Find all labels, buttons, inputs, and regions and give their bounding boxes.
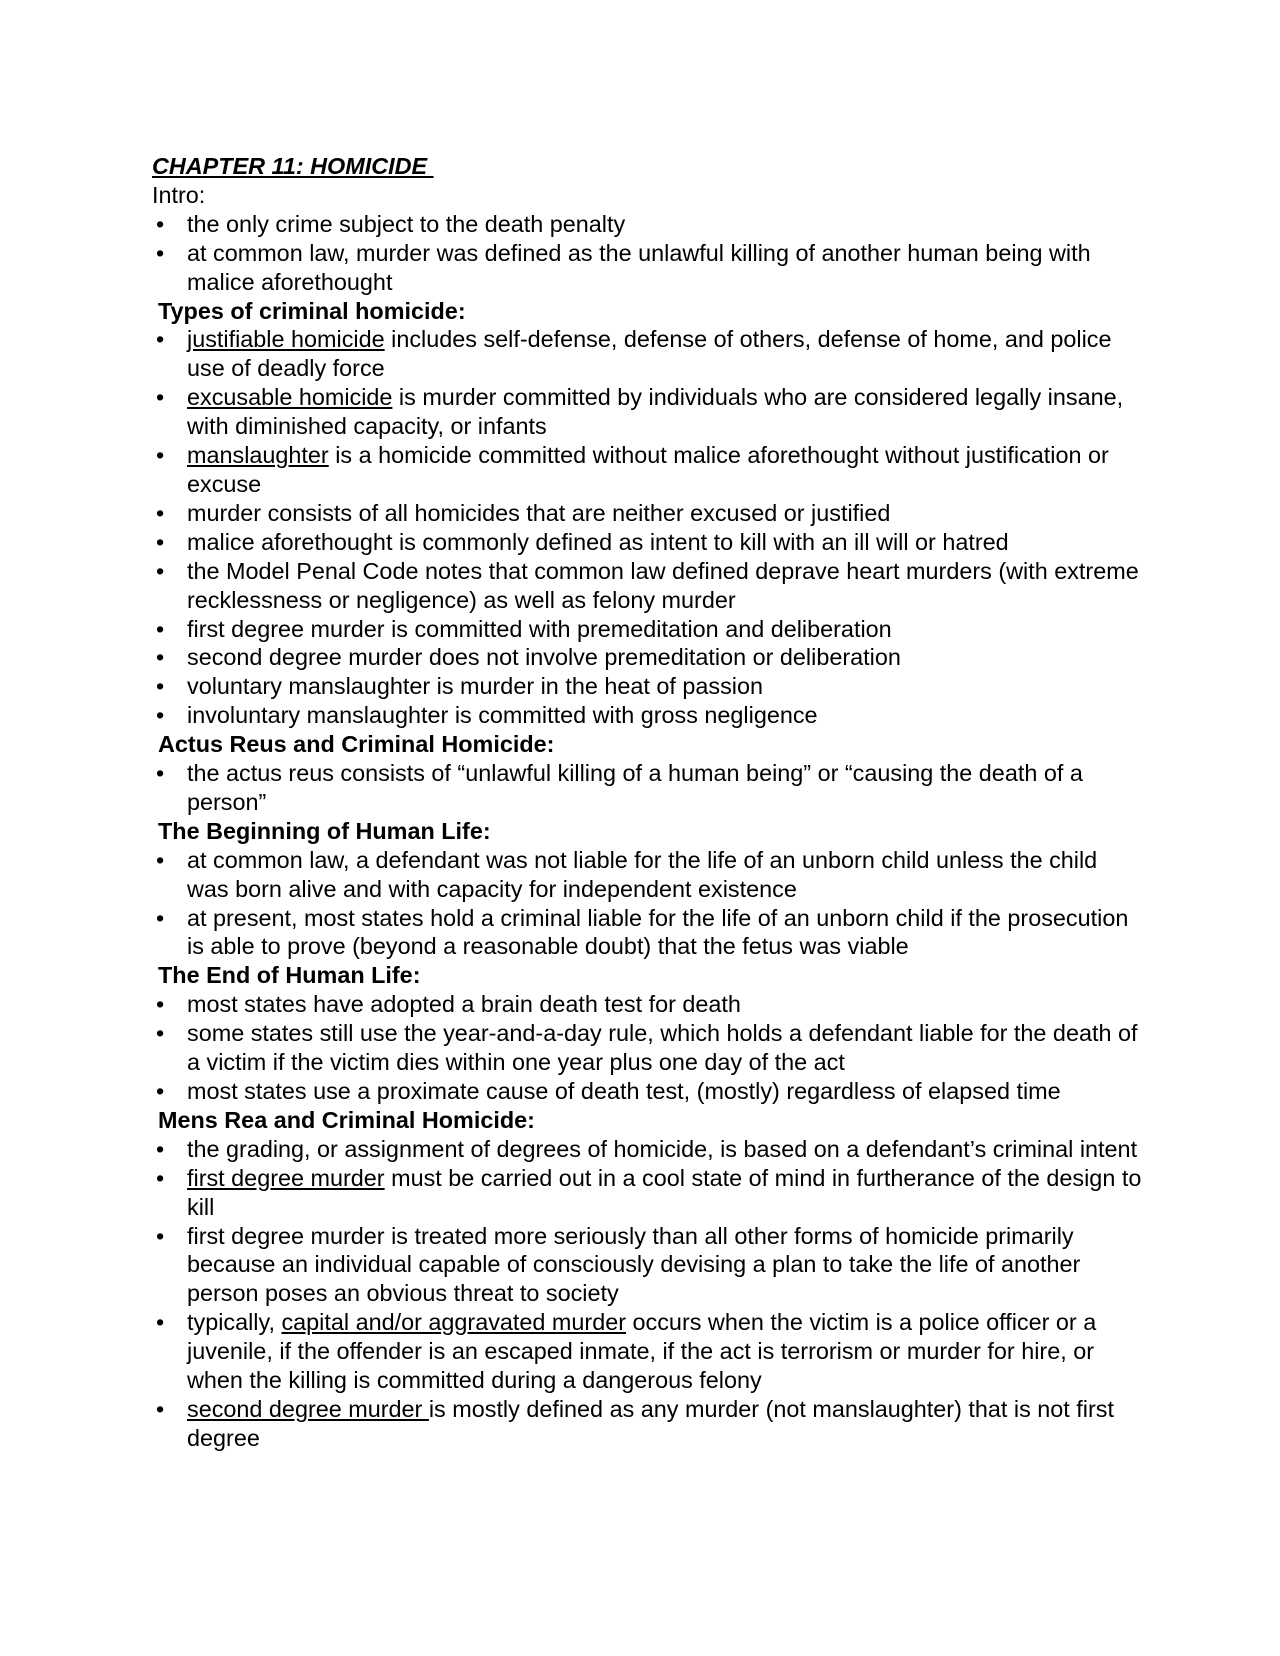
item-text: occurs when the victim is a police officer or a juvenile, if the offender is an escaped inmate, if the act is terrorism or murder for hire, or when the killing is committed during a dangerous felony — [187, 1309, 1097, 1394]
section-intro — [152, 210, 1142, 297]
bullet-list — [152, 846, 1142, 962]
item-text: the Model Penal Code notes that common law defined deprave heart murders (with extreme recklessness or negligence) as well as felony murder — [187, 557, 1139, 613]
section-heading: Types of criminal homicide: — [158, 297, 466, 324]
item-text: at present, most states hold a criminal liable for the life of an unborn child if the prosecution is able to prove (beyond a reasonable doubt) that the fetus was viable — [187, 904, 1129, 960]
list-item — [152, 643, 1142, 672]
section-end-of-life — [152, 961, 1142, 1106]
item-text: first degree murder is treated more seriously than all other forms of homicide primarily because an individual capable of consciously devising a plan to take the life of another person poses an obvious threat to society — [187, 1222, 1081, 1307]
item-text: murder consists of all homicides that are neither excused or justified — [187, 499, 891, 526]
list-item — [152, 1308, 1142, 1395]
list-item — [152, 759, 1142, 817]
item-text: some states still use the year-and-a-day rule, which holds a defendant liable for the death of a victim if the victim dies within one year plus one day of the act — [187, 1020, 1138, 1076]
list-item — [152, 1077, 1142, 1106]
list-item — [152, 383, 1142, 441]
underlined-term: excusable homicide — [187, 384, 393, 411]
list-item — [152, 1135, 1142, 1164]
list-item — [152, 499, 1142, 528]
list-item — [152, 210, 1142, 239]
item-text: includes self-defense, defense of others, defense of home, and police use of deadly force — [187, 326, 1112, 382]
section-heading: The End of Human Life: — [158, 962, 421, 989]
item-text: voluntary manslaughter is murder in the heat of passion — [187, 673, 763, 700]
list-item — [152, 701, 1142, 730]
section-mens-rea — [152, 1106, 1142, 1453]
item-text: second degree murder does not involve premeditation or deliberation — [187, 644, 901, 671]
list-item — [152, 528, 1142, 557]
list-item — [152, 239, 1142, 297]
list-item — [152, 990, 1142, 1019]
underlined-term: capital and/or aggravated murder — [281, 1309, 627, 1336]
section-beginning-of-life — [152, 817, 1142, 962]
bullet-list — [152, 990, 1142, 1106]
bullet-list — [152, 325, 1142, 730]
item-text: malice aforethought is commonly defined as intent to kill with an ill will or hatred — [187, 528, 1009, 555]
list-item — [152, 1019, 1142, 1077]
section-heading: Mens Rea and Criminal Homicide: — [158, 1106, 535, 1133]
section-types-of-homicide — [152, 297, 1142, 731]
list-item — [152, 904, 1142, 962]
list-item — [152, 325, 1142, 383]
intro-label: Intro: — [152, 181, 206, 208]
item-text: the actus reus consists of “unlawful killing of a human being” or “causing the death of a person” — [187, 760, 1083, 815]
bullet-list — [152, 1135, 1142, 1453]
chapter-title: CHAPTER 11: HOMICIDE — [152, 153, 434, 179]
item-text: is murder committed by individuals who are considered legally insane, with diminished capacity, or infants — [187, 384, 1124, 440]
bullet-list — [152, 759, 1142, 817]
underlined-term: second degree murder — [187, 1395, 429, 1422]
item-text: must be carried out in a cool state of mind in furtherance of the design to kill — [187, 1164, 1142, 1220]
list-item — [152, 1395, 1142, 1453]
item-text: is a homicide committed without malice aforethought without justification or excuse — [187, 442, 1109, 497]
item-text: is mostly defined as any murder (not manslaughter) that is not first degree — [187, 1395, 1114, 1451]
item-text: at common law, murder was defined as the unlawful killing of another human being with malice aforethought — [187, 239, 1091, 295]
item-text: the only crime subject to the death penalty — [187, 210, 626, 237]
underlined-term: manslaughter — [187, 442, 329, 469]
list-item — [152, 1222, 1142, 1309]
item-prefix: typically, — [187, 1309, 282, 1336]
item-text: at common law, a defendant was not liable for the life of an unborn child unless the child was born alive and with capacity for independent existence — [187, 846, 1098, 902]
section-heading: The Beginning of Human Life: — [158, 817, 491, 844]
list-item — [152, 846, 1142, 904]
list-item — [152, 672, 1142, 701]
item-text: first degree murder is committed with premeditation and deliberation — [187, 615, 892, 642]
list-item — [152, 1164, 1142, 1222]
section-heading: Actus Reus and Criminal Homicide: — [158, 731, 555, 758]
bullet-list — [152, 210, 1142, 297]
section-actus-reus — [152, 730, 1142, 817]
list-item — [152, 615, 1142, 644]
list-item — [152, 557, 1142, 615]
item-text: most states use a proximate cause of death test, (mostly) regardless of elapsed time — [187, 1078, 1061, 1104]
item-text: involuntary manslaughter is committed with gross negligence — [187, 702, 818, 729]
item-text: the grading, or assignment of degrees of homicide, is based on a defendant’s criminal intent — [187, 1135, 1138, 1162]
list-item — [152, 441, 1142, 499]
document-page — [152, 152, 1142, 1453]
underlined-term: justifiable homicide — [187, 326, 385, 353]
underlined-term: first degree murder — [187, 1164, 385, 1191]
item-text: most states have adopted a brain death test for death — [187, 991, 741, 1018]
